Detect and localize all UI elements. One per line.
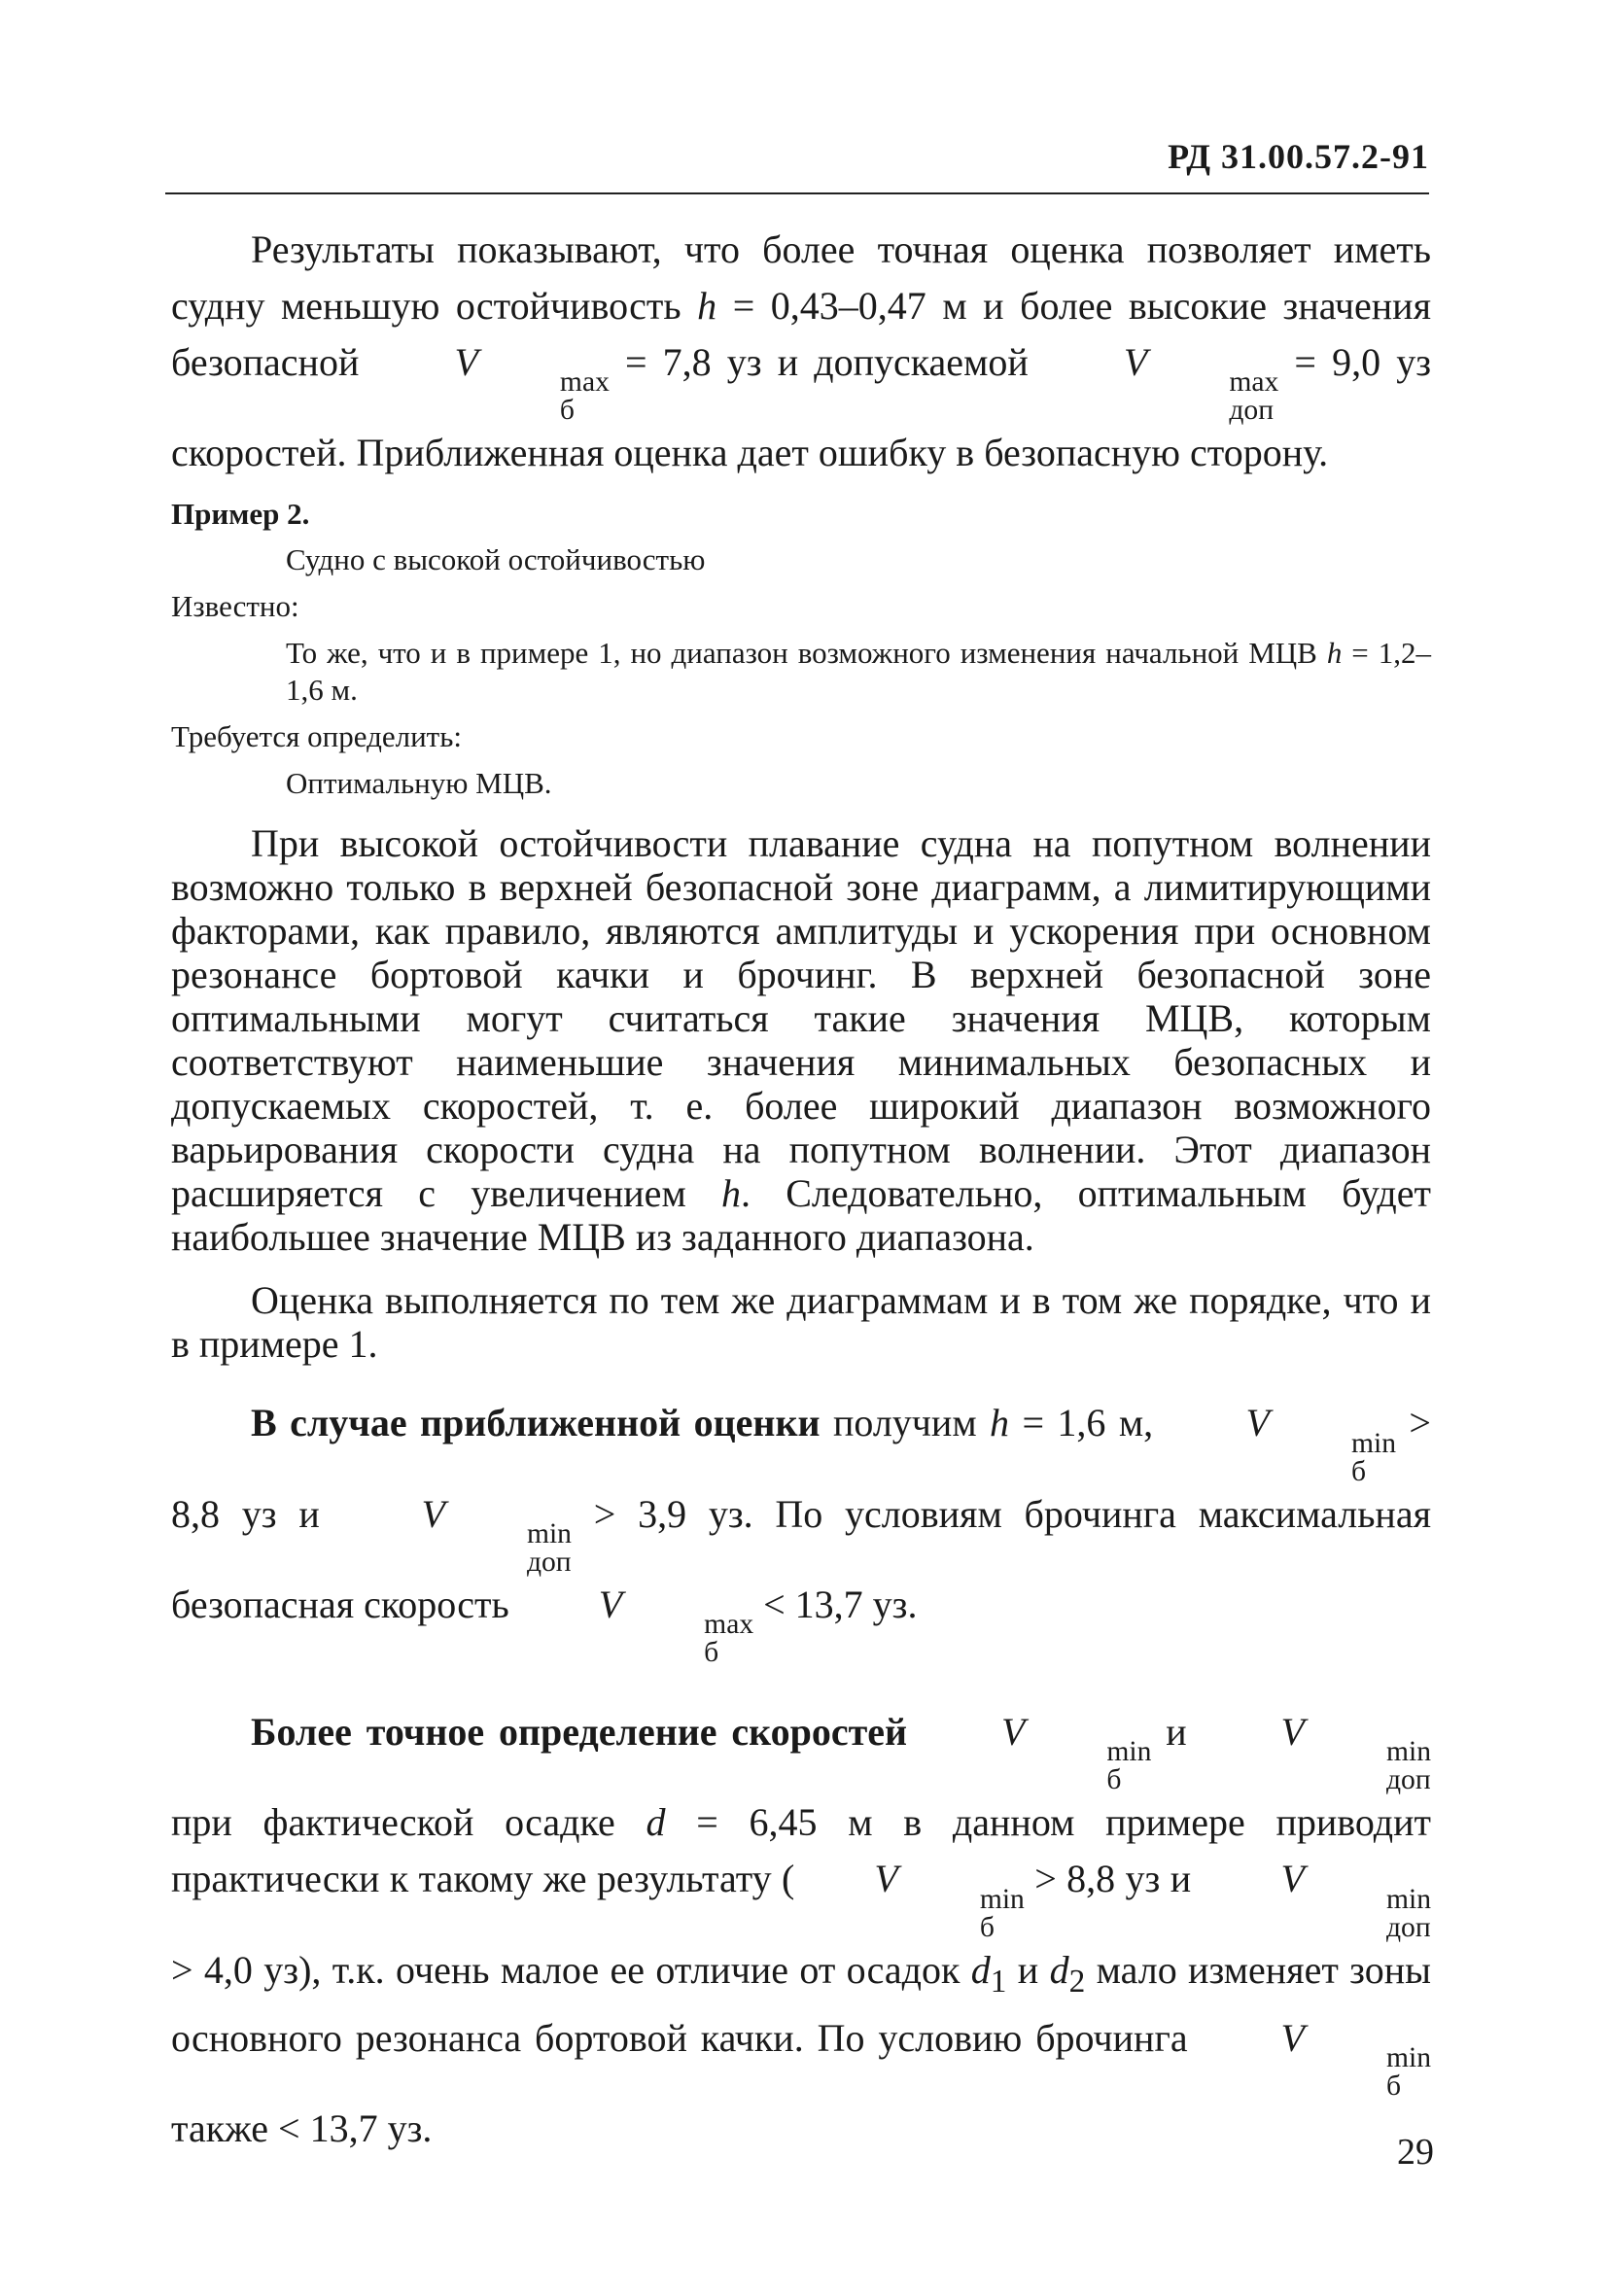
page-number: 29 <box>1397 2132 1434 2173</box>
v-allowed-min: V min доп <box>421 1491 572 1578</box>
example-subtitle: Судно с высокой остойчивостью <box>286 542 706 577</box>
known-text: То же, что и в примере 1, но диапазон возможного изменения начальной МЦВ h = 1,2–1,6 м. <box>286 636 1432 708</box>
paragraph-precise: Более точное определение скоростей V min б и V min доп при фактической осадке d = 6,45 м в данном примере приводит практически к такому же результату ( V min б > 8,8 уз и V min доп > 4,0 уз), т.к. очень малое ее отличие от осадок $d_1$ и $d_2$ мало изменяет зоны основного резонанса бортовой качки. По условию брочинга V min б также < 13,7 уз. <box>171 1704 1431 2157</box>
required-text: Оптимальную МЦВ. <box>286 766 552 801</box>
page-content <box>171 222 1431 2157</box>
paragraph-high-stability: При высокой остойчивости плавание судна на попутном волнении возможно только в верхней безопасной зоне диаграмм, а лимитирующими факторами, как правило, являются амплитуды и ускорения при основном резонансе бортовой качки и брочинг. В верхней безопасной зоне оптимальными могут считаться такие значения МЦВ, которым соответствуют наименьшие значения минимальных безопасных и допускаемых скоростей, т. е. более широкий диапазон возможного варьирования скорости судна на попутном волнении. Этот диапазон расширяется с увеличением h. Следовательно, оптимальным будет наибольшее значение МЦВ из заданного диапазона. <box>171 821 1431 1260</box>
v-safe-max: V max б <box>454 340 610 427</box>
paragraph-approximate: В случае приближенной оценки получим h = 1,6 м, V min б > 8,8 уз и V min доп > 3,9 уз. По условиям брочинга максимальная безопасная скорость V max б < 13,7 уз. <box>171 1395 1431 1667</box>
v-safe-min: V min б <box>1280 2015 1431 2103</box>
v-safe-min: V min б <box>1245 1401 1397 1487</box>
v-allowed-min: V min доп <box>1280 1710 1432 1796</box>
v-safe-max: V max б <box>598 1582 754 1669</box>
v-allowed-max: V max доп <box>1123 340 1279 427</box>
required-label: Требуется определить: <box>171 719 462 754</box>
v-safe-min: V min б <box>1000 1710 1152 1796</box>
paragraph-evaluation: Оценка выполняется по тем же диаграммам и в том же порядке, что и в примере 1. <box>171 1278 1431 1367</box>
v-allowed-min: V min доп <box>1280 1857 1432 1943</box>
page-header <box>165 136 1429 194</box>
example-title: Пример 2. <box>171 497 310 532</box>
document-code: РД 31.00.57.2-91 <box>1168 137 1429 176</box>
known-label: Известно: <box>171 589 299 624</box>
paragraph-results: Результаты показывают, что более точная оценка позволяет иметь судну меньшую остойчивость h = 0,43–0,47 м и более высокие значения безопасной V max б = 7,8 уз и допускаемой V max доп = 9,0 уз скоростей. Приближенная оценка дает ошибку в безопасную сторону. <box>171 227 1432 475</box>
v-safe-min: V min б <box>874 1857 1025 1943</box>
